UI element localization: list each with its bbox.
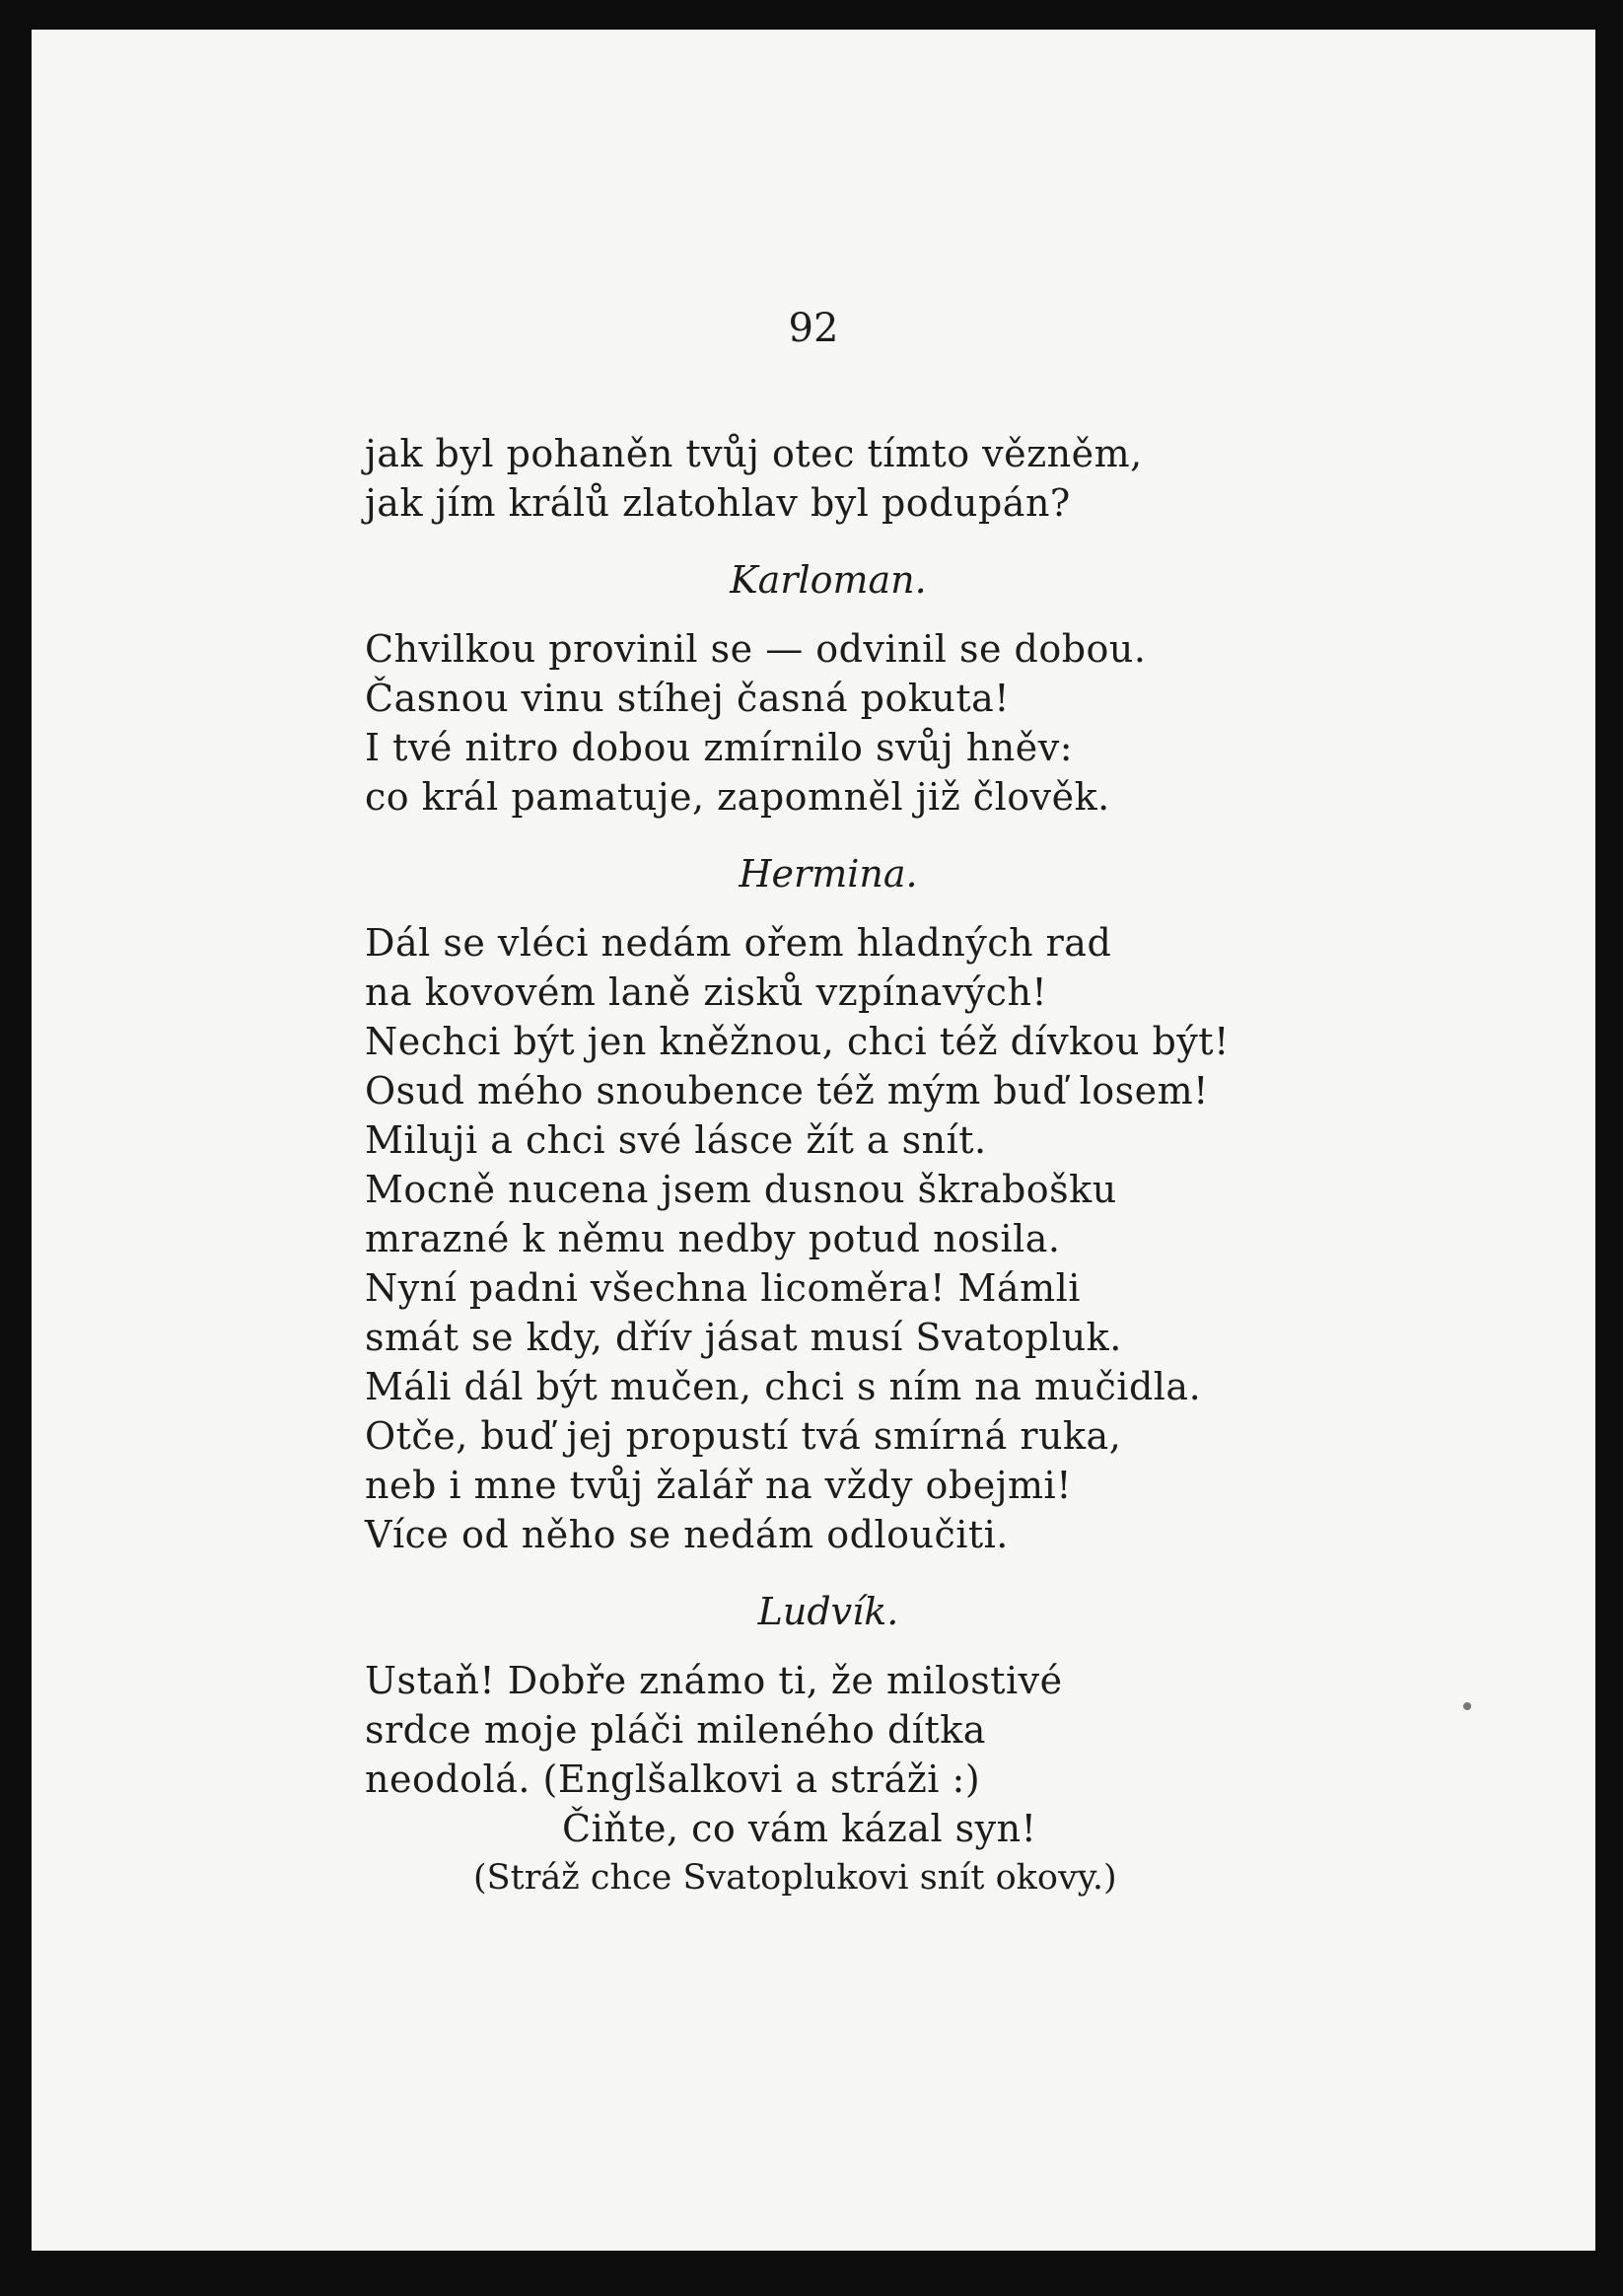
scan-edge bbox=[1603, 0, 1623, 2296]
text-line: Časnou vinu stíhej časná pokuta! bbox=[365, 677, 1011, 720]
text-line: Nyní padni všechna licoměra! Mámli bbox=[365, 1266, 1081, 1310]
text-line: Nechci být jen kněžnou, chci též dívkou být! bbox=[365, 1020, 1230, 1063]
text-line: Mocně nucena jsem dusnou škrabošku bbox=[365, 1168, 1117, 1211]
text-line: jak byl pohaněn tvůj otec tímto vězněm, bbox=[365, 432, 1143, 475]
speaker-name: Hermina. bbox=[739, 852, 918, 896]
text-line: Dál se vléci nedám ořem hladných rad bbox=[365, 921, 1112, 965]
book-page bbox=[32, 30, 1595, 2251]
text-line: Ustaň! Dobře známo ti, že milostivé bbox=[365, 1659, 1063, 1702]
page-number: 92 bbox=[788, 306, 839, 351]
text-line: Otče, buď jej propustí tvá smírná ruka, bbox=[365, 1414, 1122, 1458]
text-line: srdce moje pláči mileného dítka bbox=[365, 1708, 986, 1752]
text-line: na kovovém laně zisků vzpínavých! bbox=[365, 970, 1048, 1014]
speaker-name: Ludvík. bbox=[757, 1590, 899, 1633]
text-line: Chvilkou provinil se — odvinil se dobou. bbox=[365, 627, 1147, 671]
text-line: Máli dál být mučen, chci s ním na mučidla. bbox=[365, 1365, 1202, 1408]
text-line: Miluji a chci své lásce žít a snít. bbox=[365, 1118, 987, 1162]
text-line: co král pamatuje, zapomněl již člověk. bbox=[365, 775, 1110, 819]
text-line: I tvé nitro dobou zmírnilo svůj hněv: bbox=[365, 726, 1073, 769]
text-line: jak jím králů zlatohlav byl podupán? bbox=[365, 481, 1071, 525]
text-line: smát se kdy, dřív jásat musí Svatopluk. bbox=[365, 1316, 1122, 1359]
text-line: Osud mého snoubence též mým buď losem! bbox=[365, 1069, 1209, 1112]
scan-speck bbox=[1463, 1702, 1471, 1710]
scan-bottom bbox=[0, 2251, 1623, 2296]
indented-line: Čiňte, co vám kázal syn! bbox=[562, 1807, 1037, 1850]
text-line: Více od něho se nedám odloučiti. bbox=[365, 1513, 1009, 1556]
text-line: neodolá. (Englšalkovi a stráži :) bbox=[365, 1758, 981, 1801]
speaker-name: Karloman. bbox=[730, 558, 927, 602]
page-text bbox=[365, 429, 1351, 1902]
text-line: mrazné k němu nedby potud nosila. bbox=[365, 1217, 1061, 1260]
stage-direction: (Stráž chce Svatoplukovi snít okovy.) bbox=[473, 1858, 1117, 1898]
text-line: neb i mne tvůj žalář na vždy obejmi! bbox=[365, 1464, 1072, 1507]
